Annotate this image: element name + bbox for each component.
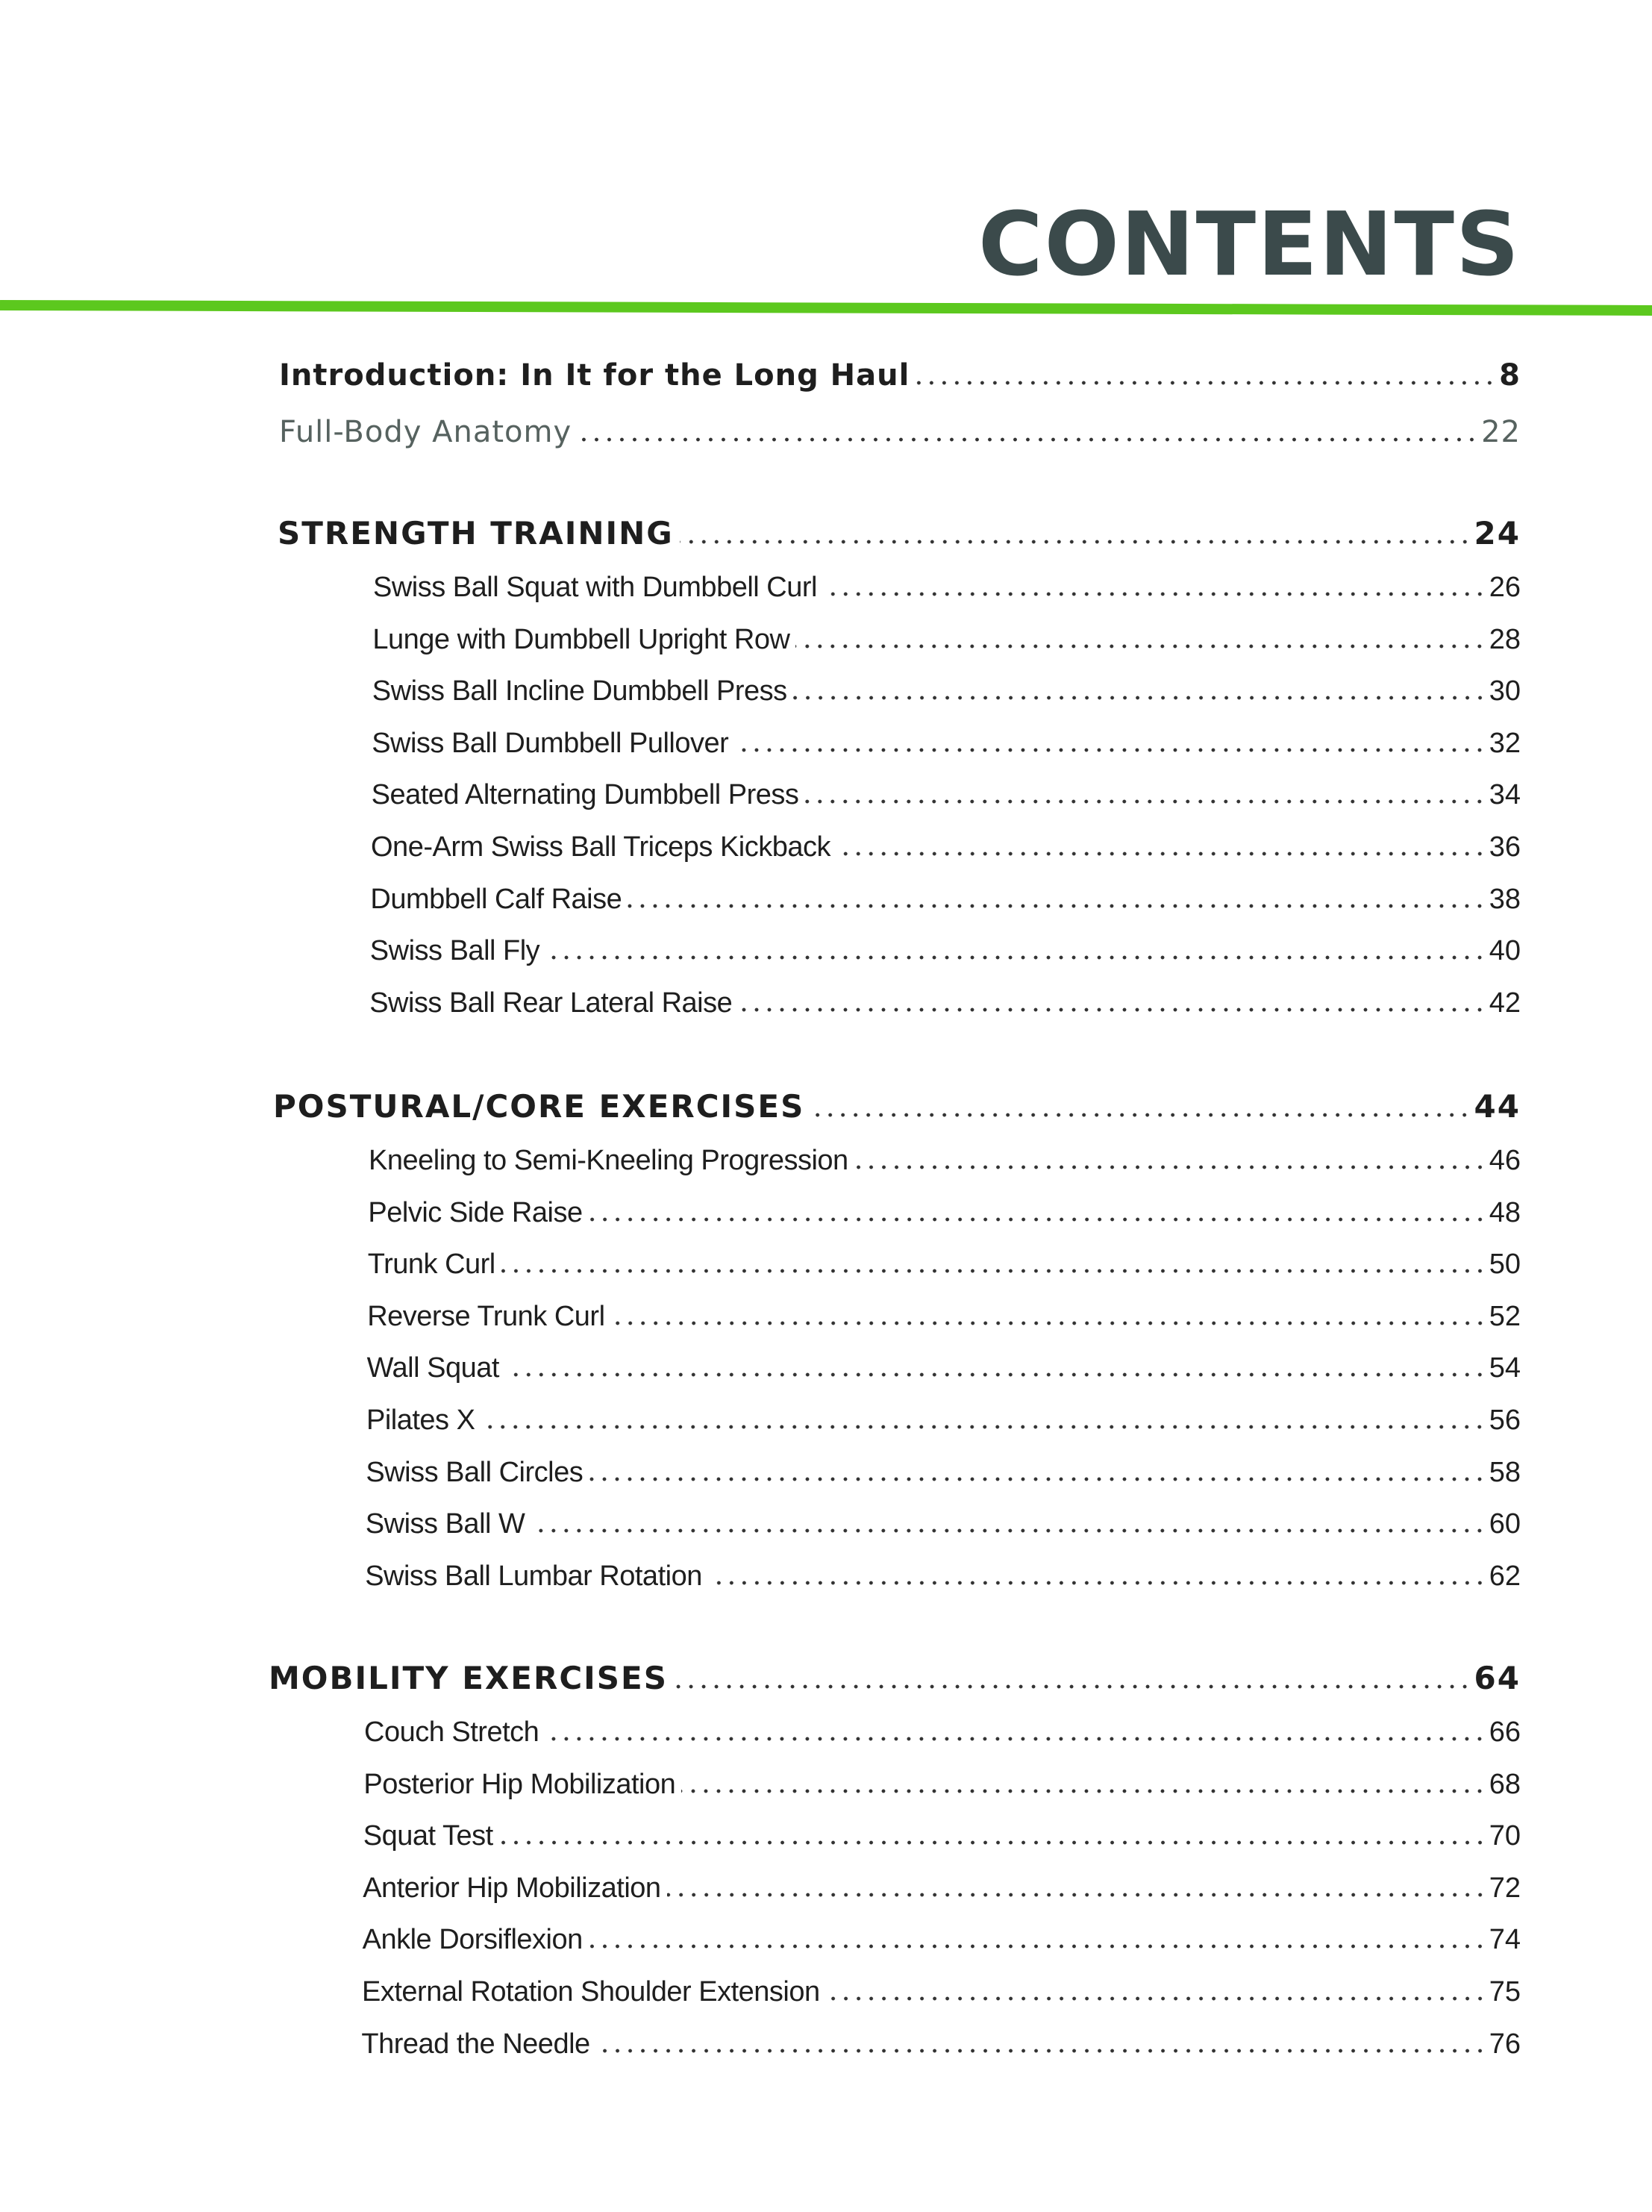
toc-entry[interactable] — [372, 728, 1521, 760]
toc-page-number: 24 — [1474, 515, 1521, 552]
toc-entry-label: Lunge with Dumbbell Upright Row — [372, 623, 790, 655]
toc-entry-label: Swiss Ball Lumbar Rotation — [365, 1560, 702, 1592]
toc-entry-label: MOBILITY EXERCISES — [269, 1660, 668, 1696]
toc-entry[interactable] — [367, 1352, 1521, 1384]
toc-entry-label: Pilates X — [366, 1405, 475, 1436]
green-divider — [0, 300, 1652, 316]
toc-entry[interactable] — [372, 624, 1521, 656]
dot-leader — [611, 1321, 1486, 1325]
toc-page-number: 8 — [1499, 358, 1521, 393]
dot-leader — [545, 955, 1486, 960]
dot-leader — [804, 799, 1486, 804]
toc-entry[interactable] — [366, 1405, 1521, 1437]
toc-entry[interactable] — [362, 1976, 1521, 2008]
dot-leader — [823, 592, 1486, 596]
toc-entry[interactable] — [368, 1249, 1521, 1281]
toc-entry-label: Swiss Ball W — [365, 1508, 525, 1540]
dot-leader — [505, 1372, 1486, 1377]
page-title: CONTENTS — [978, 193, 1521, 296]
toc-entry-anatomy[interactable] — [279, 415, 1521, 449]
dot-leader — [667, 1893, 1486, 1897]
dot-leader — [674, 1684, 1471, 1689]
toc-page-number: 42 — [1489, 987, 1521, 1019]
toc-page-number: 75 — [1489, 1976, 1521, 2008]
toc-entry[interactable] — [370, 884, 1521, 916]
toc-entry[interactable] — [368, 1197, 1521, 1229]
toc-page-number: 52 — [1489, 1300, 1521, 1332]
toc-entry-label: Reverse Trunk Curl — [367, 1300, 605, 1332]
toc-entry-label: Trunk Curl — [367, 1249, 495, 1281]
toc-page-number: 74 — [1489, 1924, 1521, 1956]
toc-page-number: 38 — [1489, 883, 1521, 915]
toc-page-number: 36 — [1489, 831, 1521, 863]
toc-section-heading[interactable] — [269, 1660, 1521, 1696]
toc-page-number: 40 — [1489, 935, 1521, 967]
toc-page-number: 28 — [1489, 623, 1521, 655]
toc-entry[interactable] — [361, 2028, 1521, 2061]
toc-page-number: 66 — [1489, 1716, 1521, 1748]
dot-leader — [501, 1269, 1486, 1273]
toc-entry-label: Swiss Ball Incline Dumbbell Press — [372, 675, 787, 707]
toc-page-number: 48 — [1489, 1196, 1521, 1228]
toc-page-number: 72 — [1489, 1872, 1521, 1904]
toc-entry-label: Pelvic Side Raise — [368, 1196, 583, 1228]
toc-page-number: 56 — [1489, 1405, 1521, 1436]
toc-entry-label: Thread the Needle — [361, 2028, 590, 2060]
toc-page-number: 70 — [1489, 1820, 1521, 1852]
toc-entry[interactable] — [370, 935, 1521, 967]
toc-entry-label: Ankle Dorsiflexion — [362, 1924, 583, 1956]
toc-entry-label: Swiss Ball Circles — [366, 1456, 583, 1488]
dot-leader — [854, 1165, 1486, 1169]
toc-entry-label: Posterior Hip Mobilization — [363, 1768, 676, 1800]
toc-page-number: 50 — [1489, 1249, 1521, 1281]
toc-entry[interactable] — [366, 1508, 1521, 1540]
toc-entry-label: Wall Squat — [366, 1352, 499, 1384]
toc-entry-label: Introduction: In It for the Long Haul — [279, 358, 910, 393]
toc-entry[interactable] — [372, 779, 1521, 811]
toc-entry-introduction[interactable] — [279, 358, 1521, 393]
dot-leader — [531, 1528, 1486, 1533]
dot-leader — [578, 437, 1478, 442]
dot-leader — [628, 904, 1486, 908]
toc-entry[interactable] — [363, 1769, 1521, 1801]
toc-entry-label: Dumbbell Calf Raise — [370, 883, 622, 915]
toc-entry-label: Anterior Hip Mobilization — [363, 1872, 661, 1904]
toc-page-number: 68 — [1489, 1768, 1521, 1800]
dot-leader — [836, 852, 1486, 856]
toc-page-number: 54 — [1489, 1352, 1521, 1384]
dot-leader — [596, 2049, 1486, 2053]
toc-entry[interactable] — [372, 675, 1521, 707]
toc-page-number: 22 — [1481, 415, 1521, 449]
toc-entry-label: Full-Body Anatomy — [279, 415, 572, 449]
dot-leader — [793, 696, 1486, 700]
toc-entry[interactable] — [369, 1145, 1521, 1177]
toc-entry[interactable] — [363, 1872, 1521, 1905]
toc-entry[interactable] — [363, 1820, 1521, 1852]
dot-leader — [589, 1217, 1486, 1222]
toc-entry-label: External Rotation Shoulder Extension — [362, 1976, 820, 2008]
toc-page-number: 34 — [1489, 779, 1521, 811]
toc-entry-label: Kneeling to Semi-Kneeling Progression — [369, 1145, 848, 1176]
toc-page-number: 44 — [1474, 1088, 1521, 1125]
toc-entry-label: Swiss Ball Fly — [369, 935, 540, 967]
toc-entry-label: Couch Stretch — [364, 1716, 539, 1748]
dot-leader — [589, 1477, 1486, 1481]
toc-entry-label: Squat Test — [363, 1820, 493, 1852]
dot-leader — [734, 748, 1486, 752]
toc-entry-label: STRENGTH TRAINING — [278, 515, 674, 552]
toc-entry[interactable] — [373, 572, 1521, 604]
dot-leader — [810, 1113, 1471, 1117]
toc-entry-label: Swiss Ball Dumbbell Pullover — [372, 727, 729, 759]
dot-leader — [589, 1944, 1486, 1949]
toc-page-number: 26 — [1489, 572, 1521, 603]
toc-page-number: 32 — [1489, 727, 1521, 759]
dot-leader — [826, 1996, 1486, 2001]
dot-leader — [681, 1789, 1486, 1793]
dot-leader — [708, 1581, 1486, 1585]
toc-page-number: 30 — [1489, 675, 1521, 707]
dot-leader — [481, 1425, 1486, 1429]
toc-page-number: 60 — [1489, 1508, 1521, 1540]
toc-entry[interactable] — [371, 831, 1521, 863]
toc-entry[interactable] — [366, 1457, 1521, 1489]
toc-page-number: 46 — [1489, 1145, 1521, 1176]
dot-leader — [499, 1840, 1486, 1845]
toc-entry[interactable] — [369, 987, 1521, 1019]
toc-section-heading[interactable] — [278, 515, 1521, 552]
toc-entry[interactable] — [365, 1560, 1521, 1593]
toc-page-number: 62 — [1489, 1560, 1521, 1592]
toc-entry[interactable] — [363, 1924, 1521, 1956]
toc-page-number: 64 — [1474, 1660, 1521, 1696]
toc-entry[interactable] — [364, 1716, 1521, 1749]
toc-entry-label: One-Arm Swiss Ball Triceps Kickback — [371, 831, 830, 863]
toc-entry-label: Seated Alternating Dumbbell Press — [371, 779, 799, 811]
dot-leader — [738, 1007, 1486, 1012]
dot-leader — [545, 1737, 1486, 1741]
toc-entry-label: Swiss Ball Squat with Dumbbell Curl — [373, 572, 817, 603]
dot-leader — [795, 644, 1486, 649]
toc-entry[interactable] — [367, 1301, 1521, 1333]
toc-section-heading[interactable] — [273, 1088, 1521, 1125]
dot-leader — [680, 540, 1471, 544]
toc-page-number: 76 — [1489, 2028, 1521, 2060]
dot-leader — [916, 381, 1496, 385]
toc-page-number: 58 — [1489, 1456, 1521, 1488]
toc-entry-label: POSTURAL/CORE EXERCISES — [273, 1088, 805, 1125]
toc-entry-label: Swiss Ball Rear Lateral Raise — [369, 987, 733, 1019]
